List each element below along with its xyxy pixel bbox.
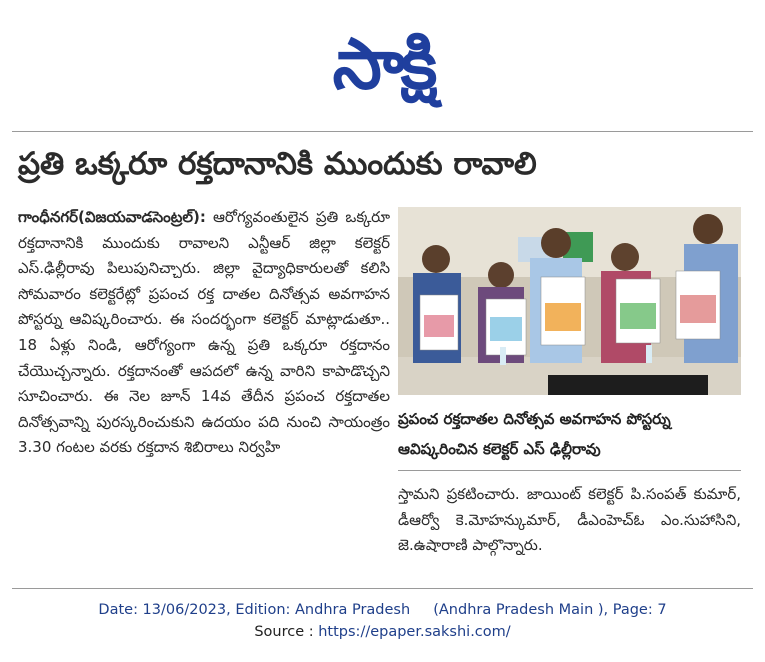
footer bbox=[0, 599, 765, 643]
source-label: Source : bbox=[254, 624, 319, 640]
article-photo bbox=[398, 207, 741, 395]
photo-illustration bbox=[398, 207, 741, 395]
article-headline: ప్రతి ఒక్కరూ రక్తదానానికి ముందుకు రావాలి bbox=[18, 146, 537, 182]
divider-top bbox=[12, 131, 753, 132]
article-body-left bbox=[18, 205, 390, 461]
body-text-left: ఆరోగ్యవంతులైన ప్రతి ఒక్కరూ రక్తదానానికి ముందుకు రావాలని ఎన్టీఆర్ జిల్లా కలెక్టర్ ఎస్.ఢిల్లీరావు పిలుపునిచ్చారు. జిల్లా వైద్యాధికారులతో కలిసి సోమవారం కలెక్టరేట్లో ప్రపంచ రక్త దాతల దినోత్సవ అవగాహన పోస్టర్ను ఆవిష్కరించారు. ఈ సందర్భంగా కలెక్టర్ మాట్లాడుతూ.. 18 ఏళ్లు నిండి, ఆరోగ్యంగా ఉన్న ప్రతి ఒక్కరూ రక్తదానం చేయొచ్చన్నారు. రక్తదానంతో ఆపదలో ఉన్న వారిని కాపాడొచ్చని సూచించారు. ఈ నెల జూన్ 14వ తేదీన ప్రపంచ రక్తదాతల దినోత్సవాన్ని పురస్కరించుకుని ఉదయం పది నుంచి సాయంత్రం 3.30 గంటల వరకు రక్తదాన శిబిరాలు నిర్వహి bbox=[18, 208, 390, 457]
caption-divider bbox=[398, 470, 741, 471]
footer-date-edition: Date: 13/06/2023, Edition: Andhra Pradesh (Andhra Pradesh Main ), Page: 7 bbox=[98, 602, 667, 618]
photo-caption: ప్రపంచ రక్తదాతల దినోత్సవ అవగాహన పోస్టర్ను ఆవిష్కరించిన కలెక్టర్ ఎస్ ఢిల్లీరావు bbox=[398, 410, 671, 458]
dateline: గాంధీనగర్(విజయవాడసెంట్రల్): bbox=[18, 208, 206, 226]
divider-bottom bbox=[12, 588, 753, 589]
source-link[interactable]: https://epaper.sakshi.com/ bbox=[318, 624, 511, 640]
sakshi-logo: సాక్షి bbox=[332, 23, 434, 105]
footer-source bbox=[0, 621, 765, 643]
article-body-right: స్తామని ప్రకటించారు. జాయింట్ కలెక్టర్ పి.సంపత్ కుమార్, డీఆర్వో కె.మోహన్కుమార్, డీఎంహెచ్ఓ ఎం.సుహాసిని, జె.ఉషారాణి పాల్గొన్నారు. bbox=[398, 485, 741, 555]
